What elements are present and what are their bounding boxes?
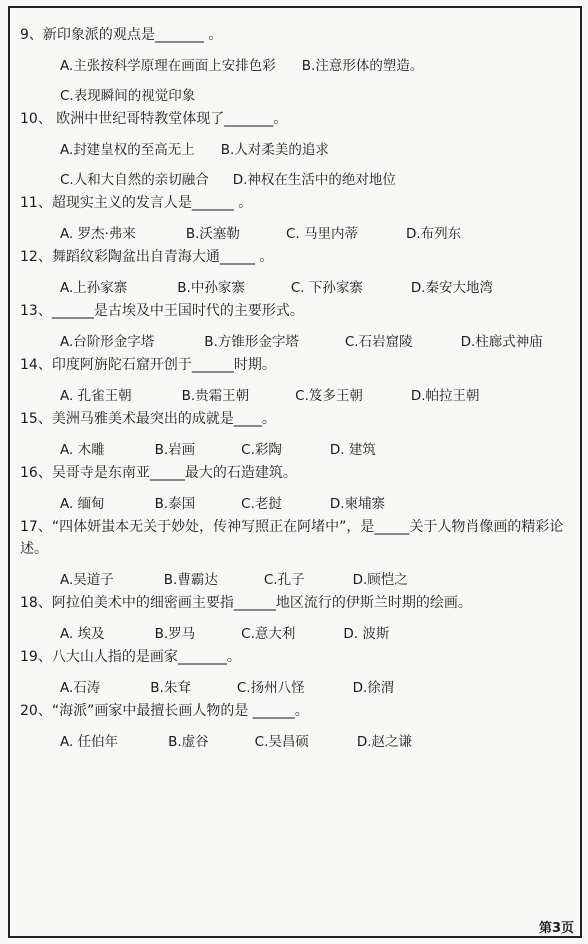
option-B: B.贵霜王朝 <box>181 388 250 404</box>
question-stem: 15、美洲马雅美术最突出的成就是____。 <box>20 411 276 427</box>
options-row <box>20 224 576 244</box>
question-stem: 17、“四体妍蚩本无关于妙处，传神写照正在阿堵中”，是_____关于人物肖像画的精彩论述。 <box>20 519 564 557</box>
options-row <box>20 624 576 644</box>
option-D: D.布列东 <box>405 226 462 242</box>
option-B: B.罗马 <box>154 626 196 642</box>
question-list <box>20 27 576 766</box>
question-9 <box>20 24 576 120</box>
page-number: 第3页 <box>538 921 574 936</box>
question-stem: 18、阿拉伯美术中的细密画主要指______地区流行的伊斯兰时期的绘画。 <box>20 595 472 611</box>
option-C: C.彩陶 <box>241 442 282 458</box>
option-C: C.意大利 <box>241 626 296 642</box>
option-A: A.封建皇权的至高无上 <box>60 142 195 158</box>
option-B: B.方锥形金字塔 <box>204 334 299 350</box>
question-10 <box>20 108 576 204</box>
question-stem: 19、八大山人指的是画家_______。 <box>20 649 241 665</box>
question-stem: 13、______是古埃及中王国时代的主要形式。 <box>20 303 304 319</box>
option-A: A.吴道子 <box>60 572 114 588</box>
option-C: C.老挝 <box>241 496 282 512</box>
options-row <box>20 440 576 460</box>
question-stem: 20、“海派”画家中最擅长画人物的是 ______。 <box>20 703 309 719</box>
options-row <box>20 732 576 752</box>
option-B: B.沃塞勒 <box>185 226 240 242</box>
option-B: B.人对柔美的追求 <box>220 142 329 158</box>
options-row <box>20 386 576 406</box>
question-stem: 9、新印象派的观点是_______ 。 <box>20 27 223 43</box>
option-C: C. 马里内蒂 <box>285 226 358 242</box>
options-row <box>20 170 576 190</box>
option-A: A.石涛 <box>60 680 101 696</box>
option-B: B.虚谷 <box>168 734 209 750</box>
option-D: D.帕拉王朝 <box>410 388 480 404</box>
question-stem: 10、 欧洲中世纪哥特教堂体现了_______。 <box>20 111 288 127</box>
option-B: B.泰国 <box>154 496 196 512</box>
option-A: A. 缅甸 <box>60 496 105 512</box>
question-17 <box>20 516 576 604</box>
option-A: A. 孔雀王朝 <box>60 388 132 404</box>
question-stem: 14、印度阿旃陀石窟开创于______时期。 <box>20 357 276 373</box>
option-C: C.笈多王朝 <box>295 388 363 404</box>
option-B: B.朱耷 <box>150 680 191 696</box>
option-B: B.注意形体的塑造。 <box>301 58 424 74</box>
option-A: C.表现瞬间的视觉印象 <box>60 88 196 104</box>
option-D: D.赵之谦 <box>356 734 413 750</box>
question-stem: 11、超现实主义的发言人是______ 。 <box>20 195 253 211</box>
option-D: D.秦安大地湾 <box>410 280 494 296</box>
option-B: B.曹霸达 <box>163 572 218 588</box>
option-C: C. 下孙家寨 <box>290 280 363 296</box>
option-C: C.石岩窟陵 <box>344 334 413 350</box>
question-20 <box>20 700 576 766</box>
options-row <box>20 570 576 590</box>
options-row <box>20 140 576 160</box>
option-A: A.主张按科学原理在画面上安排色彩 <box>60 58 276 74</box>
option-D: D.柬埔寨 <box>329 496 386 512</box>
option-A: A. 任伯年 <box>60 734 119 750</box>
option-B: D.神权在生活中的绝对地位 <box>232 172 396 188</box>
options-row <box>20 86 576 106</box>
options-row <box>20 278 576 298</box>
option-D: D.柱廊式神庙 <box>460 334 543 350</box>
option-C: C.孔子 <box>263 572 305 588</box>
question-stem: 16、吴哥寺是东南亚_____最大的石造建筑。 <box>20 465 297 481</box>
option-A: A.台阶形金字塔 <box>60 334 155 350</box>
option-A: A. 木雕 <box>60 442 105 458</box>
option-D: D.顾恺之 <box>352 572 408 588</box>
question-stem: 12、舞蹈纹彩陶盆出自青海大通_____ 。 <box>20 249 274 265</box>
options-row <box>20 494 576 514</box>
option-D: D. 建筑 <box>329 442 376 458</box>
option-B: B.岩画 <box>154 442 196 458</box>
option-C: C.扬州八怪 <box>236 680 305 696</box>
option-B: B.中孙家寨 <box>177 280 245 296</box>
option-A: A. 罗杰·弗来 <box>60 226 136 242</box>
option-D: D.徐渭 <box>352 680 395 696</box>
options-row <box>20 56 576 76</box>
option-C: C.吴昌硕 <box>254 734 309 750</box>
options-row <box>20 678 576 698</box>
option-A: A.上孙家寨 <box>60 280 128 296</box>
option-D: D. 波斯 <box>343 626 390 642</box>
options-row <box>20 332 576 352</box>
option-A: A. 埃及 <box>60 626 105 642</box>
option-A: C.人和大自然的亲切融合 <box>60 172 209 188</box>
